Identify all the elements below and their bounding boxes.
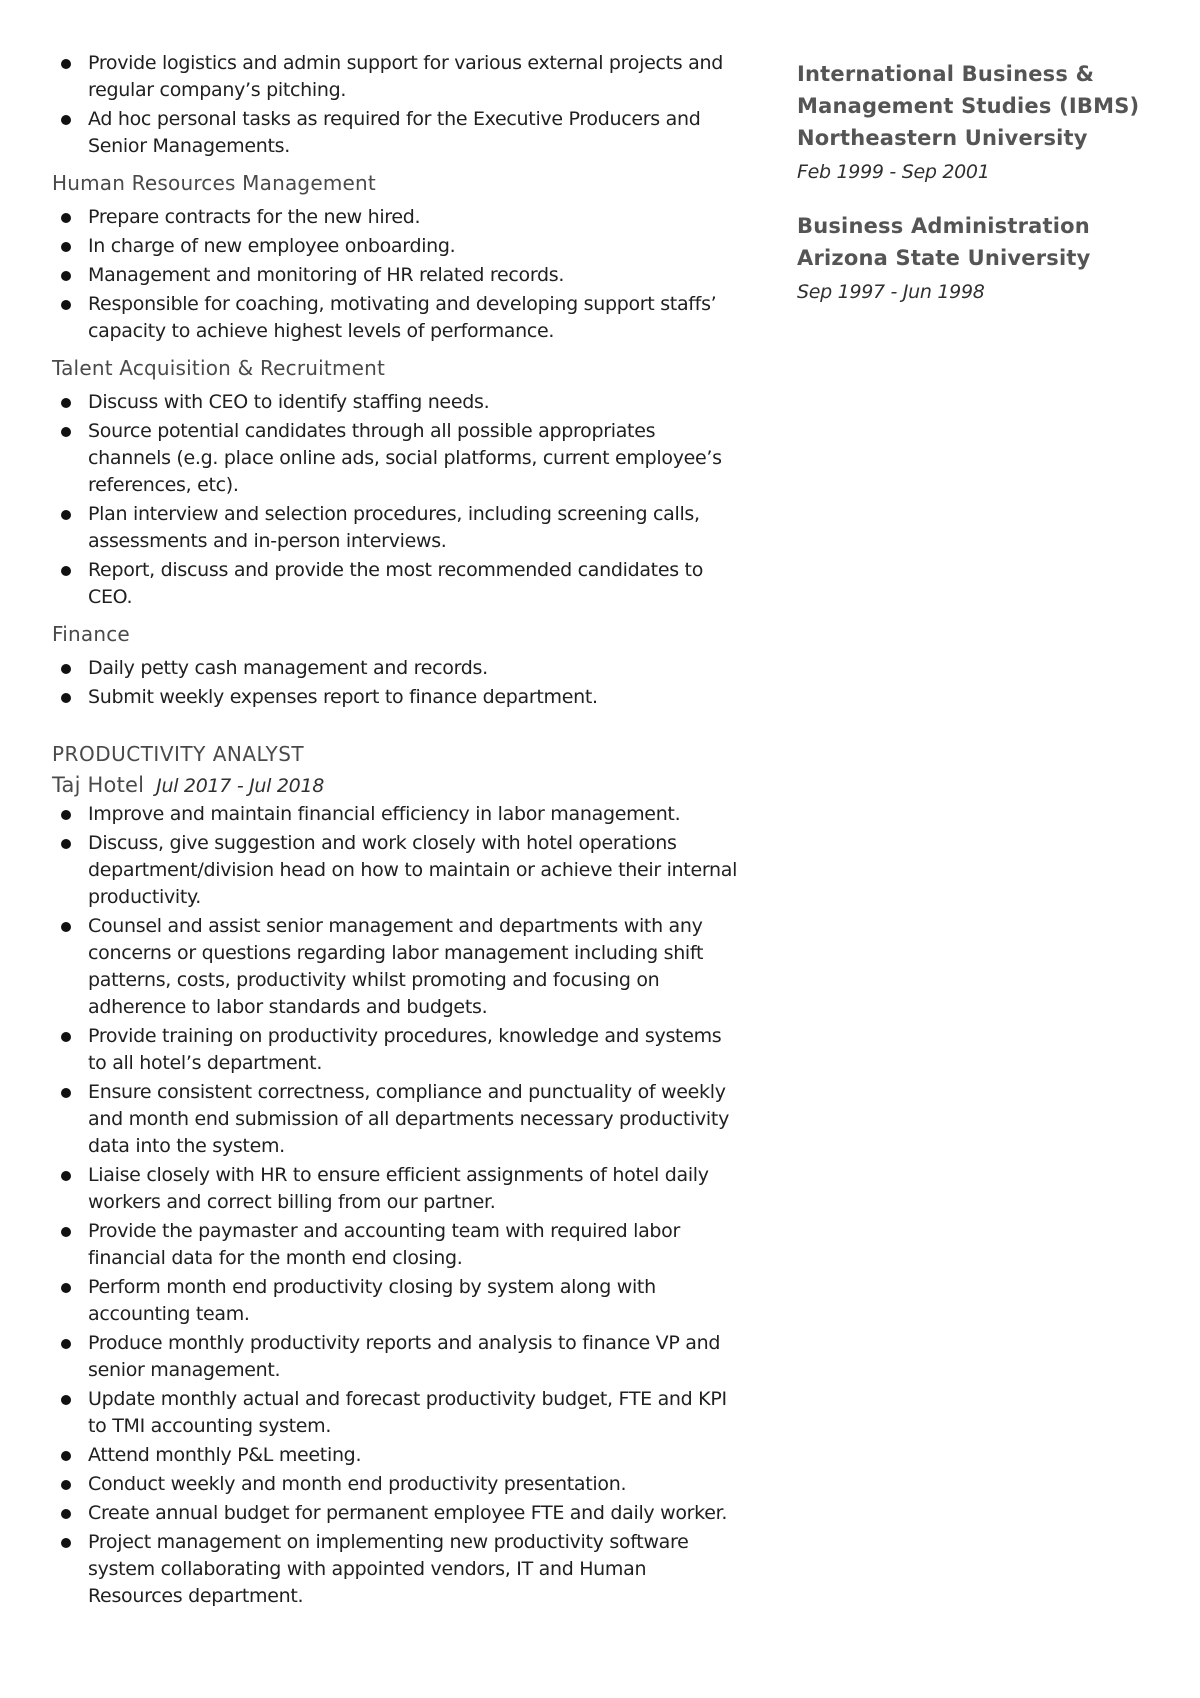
list-item: Provide logistics and admin support for various external projects and regular company’s pitching. [52, 50, 742, 104]
list-item: In charge of new employee onboarding. [52, 233, 742, 260]
list-item: Ensure consistent correctness, compliance and punctuality of weekly and month end submission of all departments necessary productivity data into the system. [52, 1079, 742, 1160]
list-item: Produce monthly productivity reports and analysis to finance VP and senior management. [52, 1330, 742, 1384]
education-entry [797, 58, 1157, 188]
list-item: Ad hoc personal tasks as required for the Executive Producers and Senior Managements. [52, 106, 742, 160]
list-item: Report, discuss and provide the most recommended candidates to CEO. [52, 557, 742, 611]
list-item: Responsible for coaching, motivating and developing support staffs’ capacity to achieve highest levels of performance. [52, 291, 742, 345]
education-degree: International Business & Management Studies (IBMS) [797, 62, 1140, 118]
list-item: Discuss with CEO to identify staffing needs. [52, 389, 742, 416]
list-item: Plan interview and selection procedures, including screening calls, assessments and in-person interviews. [52, 501, 742, 555]
education-school: Arizona State University [797, 246, 1091, 270]
education-degree: Business Administration [797, 214, 1090, 238]
job-title: PRODUCTIVITY ANALYST [52, 742, 305, 766]
list-item: Daily petty cash management and records. [52, 655, 742, 682]
list-item: Counsel and assist senior management and departments with any concerns or questions regarding labor management including shift patterns, costs, productivity whilst promoting and focusing on adherence to labor standards and budgets. [52, 913, 742, 1021]
education-column [797, 58, 1157, 330]
list-item: Submit weekly expenses report to finance department. [52, 684, 742, 711]
list-item: Update monthly actual and forecast productivity budget, FTE and KPI to TMI accounting system. [52, 1386, 742, 1440]
job-company-line [52, 773, 742, 797]
list-item: Source potential candidates through all possible appropriates channels (e.g. place online ads, social platforms, current employee’s references, etc). [52, 418, 742, 499]
experience-column [52, 50, 742, 1612]
list-item: Discuss, give suggestion and work closely with hotel operations department/division head on how to maintain or achieve their internal productivity. [52, 830, 742, 911]
education-dates: Feb 1999 - Sep 2001 [797, 161, 990, 183]
section-heading-hr: Human Resources Management [52, 171, 376, 195]
talent-bullet-list [52, 389, 742, 611]
list-item: Improve and maintain financial efficiency in labor management. [52, 801, 742, 828]
finance-bullet-list [52, 655, 742, 711]
education-school: Northeastern University [797, 126, 1088, 150]
hr-bullet-list [52, 204, 742, 345]
section-heading-talent: Talent Acquisition & Recruitment [52, 356, 386, 380]
list-item: Create annual budget for permanent employee FTE and daily worker. [52, 1500, 742, 1527]
list-item: Provide training on productivity procedures, knowledge and systems to all hotel’s department. [52, 1023, 742, 1077]
list-item: Management and monitoring of HR related records. [52, 262, 742, 289]
list-item: Liaise closely with HR to ensure efficient assignments of hotel daily workers and correct billing from our partner. [52, 1162, 742, 1216]
job-bullet-list [52, 801, 742, 1610]
job-company: Taj Hotel [52, 773, 145, 797]
list-item: Conduct weekly and month end productivity presentation. [52, 1471, 742, 1498]
section-heading-finance: Finance [52, 622, 130, 646]
list-item: Attend monthly P&L meeting. [52, 1442, 742, 1469]
list-item: Prepare contracts for the new hired. [52, 204, 742, 231]
job-dates: Jul 2017 - Jul 2018 [156, 775, 325, 797]
list-item: Provide the paymaster and accounting team with required labor financial data for the month end closing. [52, 1218, 742, 1272]
list-item: Project management on implementing new productivity software system collaborating with appointed vendors, IT and Human Resources department. [52, 1529, 742, 1610]
list-item: Perform month end productivity closing by system along with accounting team. [52, 1274, 742, 1328]
education-dates: Sep 1997 - Jun 1998 [797, 281, 985, 303]
education-entry [797, 210, 1157, 308]
intro-bullet-list [52, 50, 742, 160]
